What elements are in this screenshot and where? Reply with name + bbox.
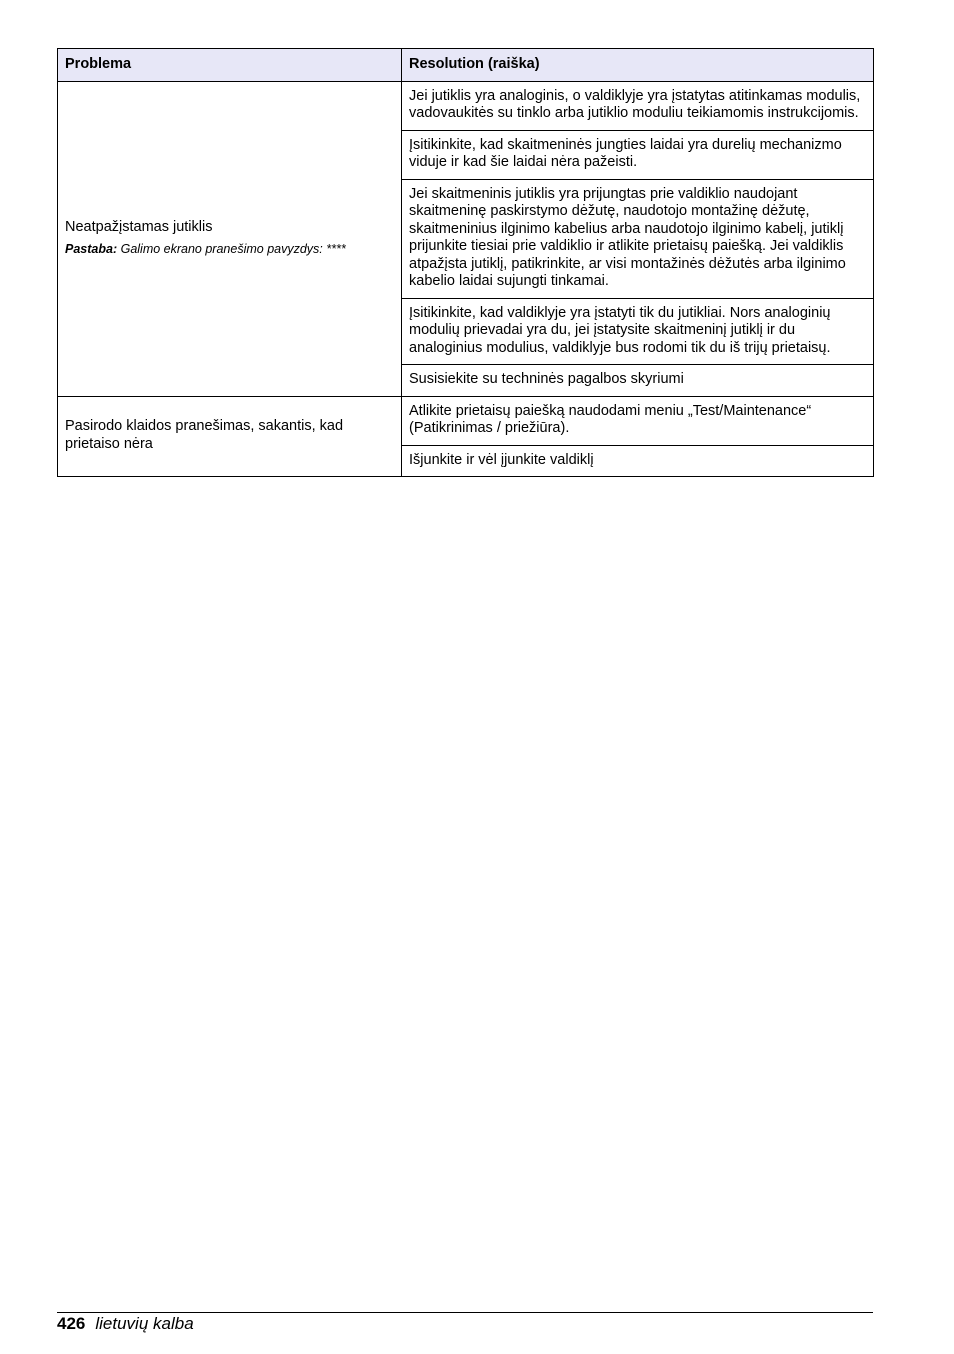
problem-text: Pasirodo klaidos pranešimas, sakantis, kad prietaiso nėra [65, 418, 344, 452]
note-text: Galimo ekrano pranešimo pavyzdys: **** [120, 242, 346, 257]
table-header-row [58, 49, 874, 82]
resolution-cell: Įsitikinkite, kad valdiklyje yra įstatyti tik du jutikliai. Nors analoginių modulių prievadai yra du, jei įstatysite skaitmeninį jutiklį ir du analoginius modulius, valdiklyje bus rodomi tik du iš trijų prietaisų. [402, 298, 874, 365]
problem-cell [58, 81, 402, 396]
resolution-cell: Susisiekite su techninės pagalbos skyriumi [402, 365, 874, 397]
resolution-cell: Jei skaitmeninis jutiklis yra prijungtas prie valdiklio naudojant skaitmeninę paskirstymo dėžutę, naudotojo montažinę dėžutę, skaitmeninius ilginimo kabelius arba naudotojo ilginimo kabelį, jutiklį prijunkite tiesiai prie valdiklio ir atlikite prietaisų paiešką. Jei valdiklis atpažįsta jutiklį, patikrinkite, ar visi montažinės dėžutės arba ilginimo kabelio laidai sujungti tinkamai. [402, 179, 874, 298]
resolution-cell: Atlikite prietaisų paiešką naudodami meniu „Test/Maintenance“ (Patikrinimas / priežiūra). [402, 396, 874, 445]
header-problem: Problema [58, 49, 402, 82]
problem-text: Neatpažįstamas jutiklis [65, 218, 213, 235]
note-label: Pastaba: [65, 242, 118, 257]
resolution-cell: Įsitikinkite, kad skaitmeninės jungties laidai yra durelių mechanizmo viduje ir kad šie laidai nėra pažeisti. [402, 130, 874, 179]
resolution-cell: Išjunkite ir vėl įjunkite valdiklį [402, 445, 874, 477]
table-row [58, 81, 874, 130]
problem-cell [58, 396, 402, 477]
troubleshooting-table [57, 48, 874, 477]
resolution-cell: Jei jutiklis yra analoginis, o valdiklyje yra įstatytas atitinkamas modulis, vadovaukitės su tinklo arba jutiklio moduliu teikiamomis instrukcijomis. [402, 81, 874, 130]
header-resolution: Resolution (raiška) [402, 49, 874, 82]
page-number: 426 [57, 1314, 86, 1333]
note [65, 241, 394, 257]
footer-language: lietuvių kalba [95, 1314, 194, 1333]
page-footer [57, 1312, 873, 1334]
table-row [58, 396, 874, 445]
